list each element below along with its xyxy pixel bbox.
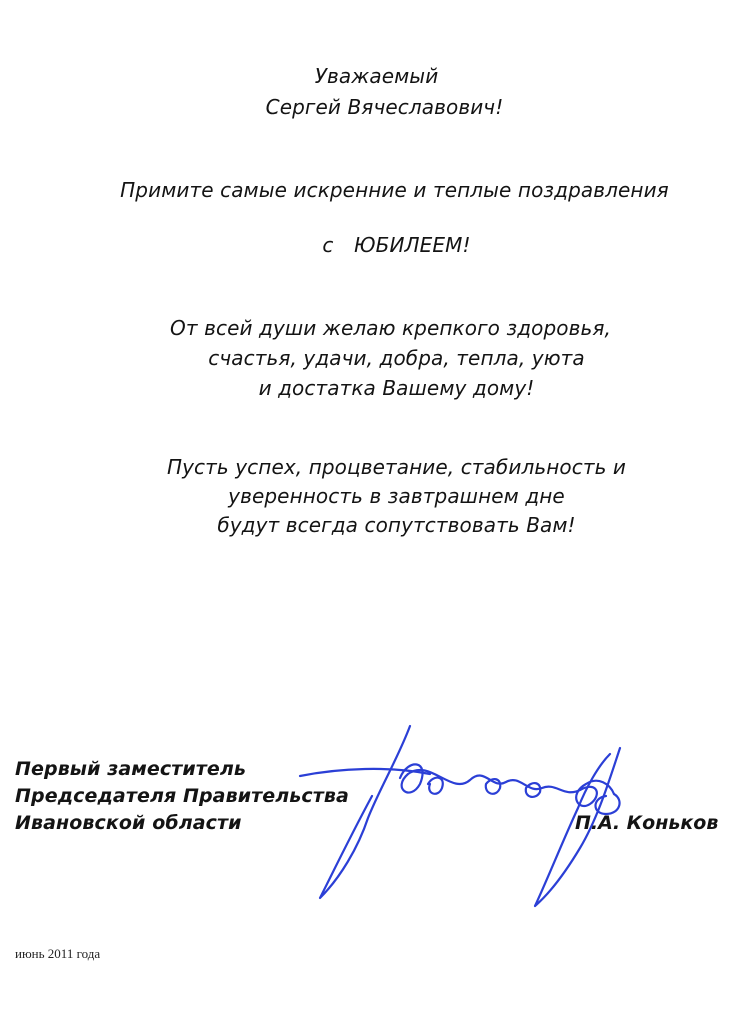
signatory-title-line-1: Первый заместитель bbox=[15, 758, 247, 780]
salutation-line-1: Уважаемый bbox=[314, 64, 439, 88]
salutation-addressee-name: Сергей Вячеславович! bbox=[265, 95, 504, 119]
jubilee-line: с ЮБИЛЕЕМ! bbox=[322, 233, 471, 257]
handwritten-signature bbox=[280, 718, 640, 908]
wishes-line-3: и достатка Вашему дому! bbox=[258, 376, 535, 400]
success-line-2: уверенность в завтрашнем дне bbox=[228, 484, 565, 508]
document-date: июнь 2011 года bbox=[15, 946, 101, 961]
congratulations-line: Примите самые искренние и теплые поздравления bbox=[120, 178, 669, 202]
signatory-name: П.А. Коньков bbox=[575, 812, 719, 834]
signatory-title-line-3: Ивановской области bbox=[15, 812, 242, 834]
wishes-line-1: От всей души желаю крепкого здоровья, bbox=[170, 316, 611, 340]
success-line-3: будут всегда сопутствовать Вам! bbox=[217, 513, 576, 537]
signatory-title-line-2: Председателя Правительства bbox=[15, 785, 349, 807]
success-line-1: Пусть успех, процветание, стабильность и bbox=[166, 455, 627, 479]
wishes-line-2: счастья, удачи, добра, тепла, уюта bbox=[208, 346, 585, 370]
